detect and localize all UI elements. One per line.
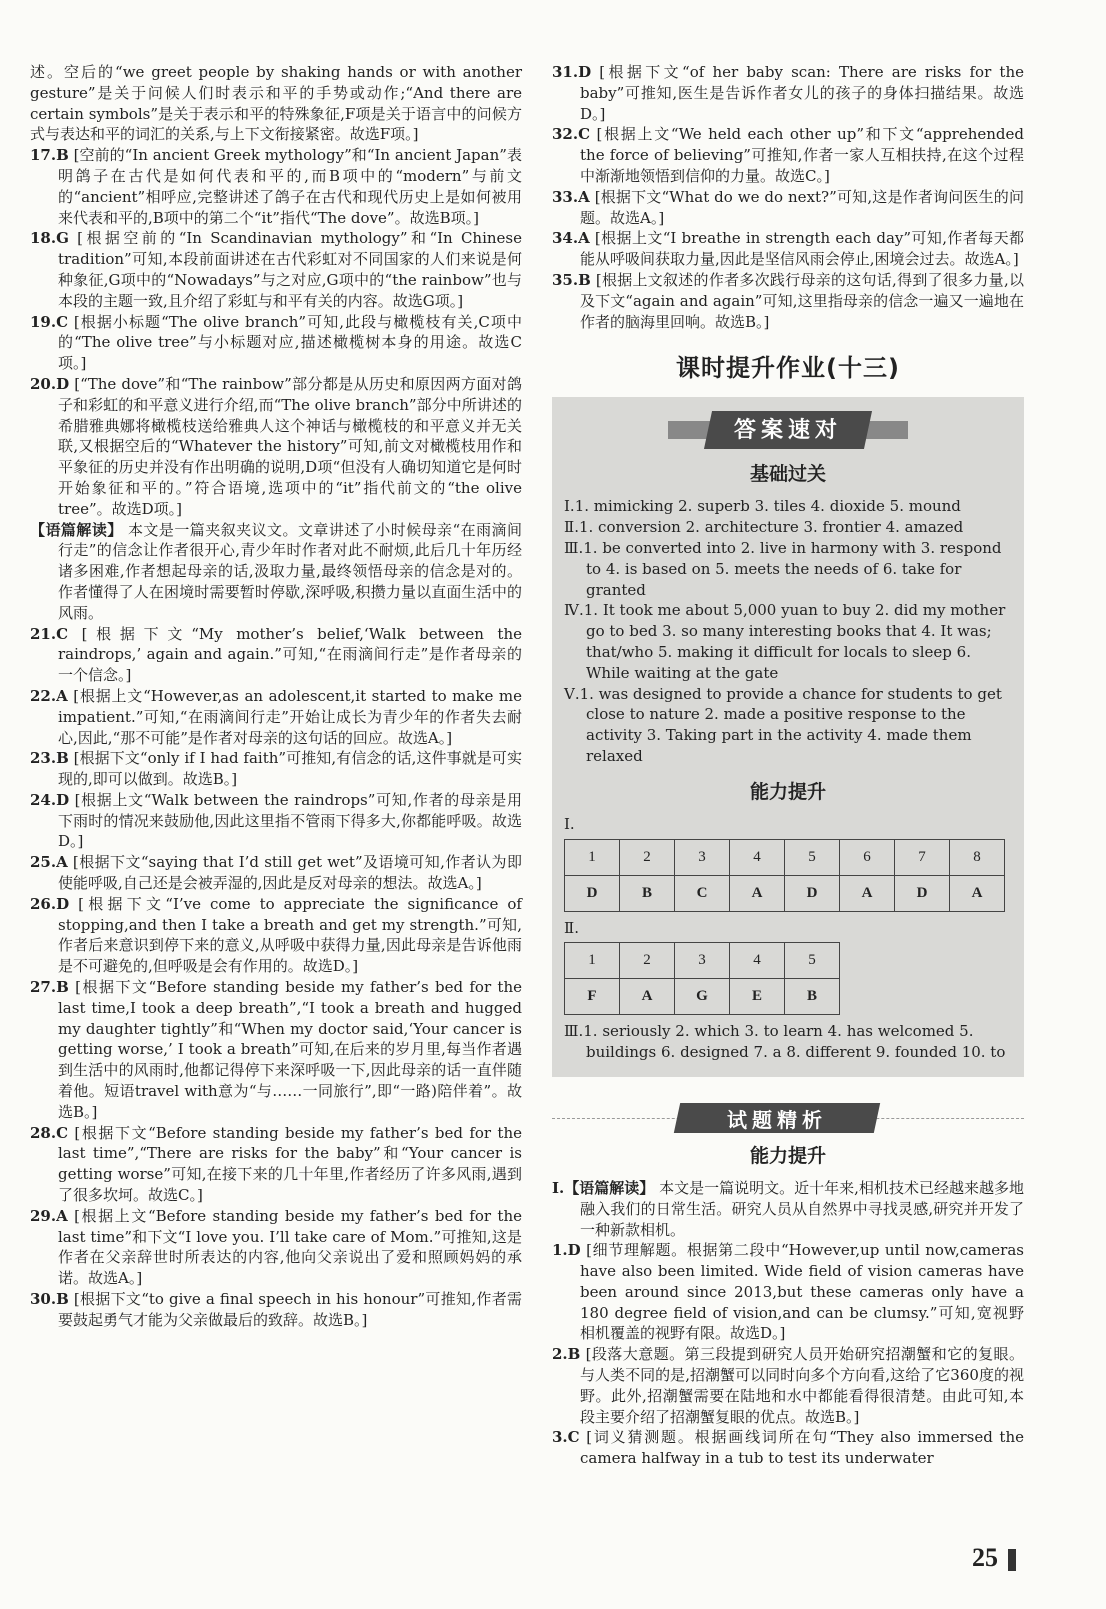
question-number: 2.B xyxy=(552,1345,581,1364)
answer-text: [根据上文“We held each other up”和下文“apprehended the force of believing”可推知,作者一家人互相扶持,在这个过程中渐渐地领悟到信仰的力量。故选C。] xyxy=(580,125,1024,185)
table-cell-answer: G xyxy=(675,979,730,1015)
answer-item xyxy=(30,1123,522,1206)
answer-text: 本文是一篇说明文。近十年来,相机技术已经越来越多地融入我们的日常生活。研究人员从自然界中寻找灵感,研究并开发了一种新款相机。 xyxy=(580,1178,1024,1239)
basic-answer-line: Ⅴ.1. was designed to provide a chance for students to get close to nature 2. made a positive response to the activity 3. Taking part in the activity 4. made them relaxed xyxy=(564,684,1002,765)
question-number: 25.A xyxy=(30,853,68,872)
answer-item xyxy=(30,977,522,1123)
section-title: 课时提升作业(十三) xyxy=(676,354,900,383)
question-number: 【语篇解读】 xyxy=(30,520,123,539)
table-cell-answer: D xyxy=(565,875,620,911)
answer-item xyxy=(552,62,1024,124)
answer-text: [根据上文“However,as an adolescent,it started to make me impatient.”可知,“在雨滴间行走”开始让成长为青少年的作者失去耐心,因此,“那不可能”是作者对母亲的这句话的回应。故选A。] xyxy=(58,686,522,747)
answer-text: 本文是一篇夹叙夹议文。文章讲述了小时候母亲“在雨滴间行走”的信念让作者很开心,青少年时作者对此不耐烦,此后几十年历经诸多困难,作者想起母亲的话,汲取力量,最终领悟母亲的信念是对的。作者懂得了人在困境时需要暂时停歇,深呼吸,积攒力量以直面生活中的风雨。 xyxy=(58,520,522,622)
basic-title: 基础过关 xyxy=(749,463,826,486)
table-cell-number: 8 xyxy=(950,839,1005,875)
table-cell-answer: A xyxy=(620,979,675,1015)
left-column xyxy=(30,62,522,1331)
basic-answer-line: Ⅲ.1. be converted into 2. live in harmony with 3. respond to 4. is based on 5. meets the needs of 6. take for granted xyxy=(564,538,1002,599)
table-cell-answer: A xyxy=(950,875,1005,911)
question-number: 27.B xyxy=(30,978,69,997)
answer-text: [根据上文“Before standing beside my father’s bed for the last time”和下文“I love you. I’ll take care of Mom.”可推知,这是作者在父亲辞世时所表达的内容,他向父亲说出了爱和照顾妈妈的承诺。故选A。] xyxy=(58,1206,522,1288)
table-cell-answer: D xyxy=(785,875,840,911)
basic-answer-line: Ⅳ.1. It took me about 5,000 yuan to buy 2. did my mother go to bed 3. so many interesting books that 4. It was; that/who 5. making it difficult for locals to sleep 6. While waiting at the gate xyxy=(564,601,1006,682)
table-cell-answer: A xyxy=(840,875,895,911)
table2-label: Ⅱ. xyxy=(564,918,579,937)
answer-item xyxy=(30,894,522,977)
answer-banner: 答案速对 xyxy=(668,409,908,451)
table-cell-number: 3 xyxy=(675,839,730,875)
page-number: 25 xyxy=(972,1543,998,1572)
table-cell-number: 5 xyxy=(785,943,840,979)
table-cell-number: 1 xyxy=(565,943,620,979)
right-column xyxy=(552,62,1024,1469)
table-cell-number: 6 xyxy=(840,839,895,875)
answer-item xyxy=(552,1178,1024,1240)
table-cell-answer: C xyxy=(675,875,730,911)
table-cell-number: 1 xyxy=(565,839,620,875)
answer-text: [根据下文“of her baby scan: There are risks for the baby”可推知,医生是告诉作者女儿的孩子的身体扫描结果。故选D。] xyxy=(580,63,1024,123)
table-cell-number: 2 xyxy=(620,943,675,979)
answer-item xyxy=(552,1240,1024,1344)
answer-item xyxy=(552,187,1024,229)
answer-item xyxy=(552,228,1024,270)
answer-text: [“The dove”和“The rainbow”部分都是从历史和原因两方面对鸽子和彩虹的和平意义进行介绍,而“The olive branch”部分中所讲述的希腊雅典娜将橄榄枝送给雅典人这个神话与橄榄枝的和平意义并无关联,又根据空后的“Whatever the history”可知,前文对橄榄枝用作和平象征的历史并没有作出明确的说明,D项“但没有人确切知道它是何时开始象征和平的。”符合语境,选项中的“it”指代前文的“the olive tree”。故选D项。] xyxy=(58,374,522,518)
answer-text: [根据下文“What do we do next?”可知,这是作者询问医生的问题。故选A。] xyxy=(580,187,1024,227)
answer-item xyxy=(552,270,1024,332)
question-number: 17.B xyxy=(30,146,69,165)
question-number: 29.A xyxy=(30,1206,68,1225)
answer-table-1 xyxy=(564,839,1005,912)
answer-text: [根据下文“I’ve come to appreciate the significance of stopping,and then I take a breath and get my strength.”可知,作者后来意识到停下来的意义,从呼吸中获得力量,因此母亲是告诉他雨是不可避免的,但呼吸是会有作用的。故选D。] xyxy=(58,894,522,976)
basic-answer-line: Ⅰ.1. mimicking 2. superb 3. tiles 4. dioxide 5. mound xyxy=(564,497,961,516)
ability-line-3: Ⅲ.1. seriously 2. which 3. to learn 4. has welcomed 5. buildings 6. designed 7. a 8. different 9. founded 10. to xyxy=(564,1022,1006,1062)
table1-label: Ⅰ. xyxy=(564,814,575,833)
table-cell-number: 2 xyxy=(620,839,675,875)
page-number-bar xyxy=(1008,1549,1016,1571)
answer-text: [空前的“In ancient Greek mythology”和“In ancient Japan”表明鸽子在古代是如何代表和平的,而B项中的“modern”与前文的“ancient”相呼应,完整讲述了鸽子在古代和现代历史上是如何被用来代表和平的,B项中的第二个“it”指代“The dove”。故选B项。] xyxy=(58,146,522,227)
table-cell-number: 7 xyxy=(895,839,950,875)
question-number: Ⅰ.【语篇解读】 xyxy=(552,1178,655,1197)
answer-item xyxy=(30,62,522,145)
ability-title: 能力提升 xyxy=(749,780,826,803)
question-number: 23.B xyxy=(30,749,69,768)
answer-text: [根据下文“Before standing beside my father’s bed for the last time”,“There are risks for the baby”和“Your cancer is getting worse”可知,在接下来的几十年里,作者经历了许多风雨,遇到了很多坎坷。故选C。] xyxy=(58,1123,522,1205)
question-number: 19.C xyxy=(30,312,69,331)
answer-item xyxy=(30,686,522,748)
table-cell-answer: B xyxy=(620,875,675,911)
answer-table-2 xyxy=(564,942,840,1015)
answer-item xyxy=(552,124,1024,186)
answer-item xyxy=(30,228,522,311)
basic-answer-line: Ⅱ.1. conversion 2. architecture 3. frontier 4. amazed xyxy=(564,518,964,537)
answer-list-31-35 xyxy=(552,62,1024,332)
analysis-ability-title: 能力提升 xyxy=(749,1144,826,1167)
answer-item xyxy=(30,145,522,228)
table-cell-answer: F xyxy=(565,979,620,1015)
answer-text: [根据下文“My mother’s belief,‘Walk between the raindrops,’ again and again.”可知,“在雨滴间行走”是作者母亲的一个信念。] xyxy=(58,624,522,685)
answer-text: [根据下文“Before standing beside my father’s bed for the last time,I took a deep breath”,“I took a breath and hugged my daughter tightly”和“When my doctor said,‘Your cancer is getting worse,’ I took a breath”可知,在后来的岁月里,每当作者遇到生活中的风雨时,他都记得停下来深呼吸一下,因此母亲的话一直伴随着他。短语travel with意为“与……一同旅行”,即“一路)陪伴着”。故选B。] xyxy=(58,978,522,1121)
answer-text: [根据上文叙述的作者多次践行母亲的这句话,得到了很多力量,以及下文“again and again”可知,这里指母亲的信念一遍又一遍地在作者的脑海里回响。故选B。] xyxy=(580,270,1024,331)
question-number: 33.A xyxy=(552,187,590,206)
question-number: 18.G xyxy=(30,229,69,248)
question-number: 28.C xyxy=(30,1123,69,1142)
answer-text: [根据空前的“In Scandinavian mythology”和“In Chinese tradition”可知,本段前面讲述在古代彩虹对不同国家的人们来说是何种象征,G项中的“Nowadays”与之对应,G项中的“the rainbow”也与本段的主题一致,且介绍了彩虹与和平有关的内容。故选G项。] xyxy=(58,229,522,310)
question-number: 35.B xyxy=(552,270,591,289)
answer-item xyxy=(30,790,522,852)
question-number: 20.D xyxy=(30,374,70,393)
question-number: 1.D xyxy=(552,1241,581,1260)
table-cell-number: 5 xyxy=(785,839,840,875)
answer-text: [根据下文“saying that I’d still get wet”及语境可知,作者认为即使能呼吸,自己还是会被弄湿的,因此是反对母亲的想法。故选A。] xyxy=(58,853,522,893)
answer-text: 述。空后的“we greet people by shaking hands or with another gesture”是关于问候人们时表示和平的手势或动作;“And there are certain symbols”是关于表示和平的特殊象征,F项是关于语言中的问候方式与表达和平的词汇的关系,与上下文衔接紧密。故选F项。] xyxy=(30,63,522,144)
answer-text: [根据上文“Walk between the raindrops”可知,作者的母亲是用下雨时的情况来鼓励他,因此这里指不管雨下得多大,你都能呼吸。故选D。] xyxy=(58,790,522,851)
question-number: 31.D xyxy=(552,63,592,81)
answer-item xyxy=(30,748,522,790)
question-number: 24.D xyxy=(30,790,70,809)
answer-item xyxy=(552,1427,1024,1469)
question-number: 22.A xyxy=(30,686,68,705)
answer-text: [细节理解题。根据第二段中“However,up until now,cameras have also been limited. Wide field of vision cameras have been around since 2013,but these cameras only have a 180 degree field of vision,and can be clumsy.”可知,宽视野相机覆盖的视野有限。故选D。] xyxy=(580,1241,1024,1343)
question-number: 21.C xyxy=(30,624,69,643)
answer-text: [词义猜测题。根据画线词所在句“They also immersed the camera halfway in a tub to test its underwater xyxy=(580,1428,1024,1468)
answer-item xyxy=(30,1206,522,1289)
table-cell-answer: D xyxy=(895,875,950,911)
question-number: 30.B xyxy=(30,1290,69,1309)
analysis-list xyxy=(552,1178,1024,1469)
answer-text: [段落大意题。第三段提到研究人员开始研究招潮蟹和它的复眼。与人类不同的是,招潮蟹可以同时向多个方向看,这给了它360度的视野。此外,招潮蟹需要在陆地和水中都能看得很清楚。由此可知,本段主要介绍了招潮蟹复眼的优点。故选B。] xyxy=(580,1345,1024,1426)
answer-text: [根据下文“to give a final speech in his honour”可推知,作者需要鼓起勇气才能为父亲做最后的致辞。故选B。] xyxy=(58,1290,522,1329)
answer-key-box xyxy=(552,397,1024,1077)
table-cell-answer: B xyxy=(785,979,840,1015)
answer-text: [根据上文“I breathe in strength each day”可知,作者每天都能从呼吸间获取力量,因此是坚信风雨会停止,困境会过去。故选A。] xyxy=(580,229,1024,269)
answer-item xyxy=(30,624,522,686)
answer-item xyxy=(552,1344,1024,1427)
answer-item xyxy=(30,852,522,894)
answer-text: [根据下文“only if I had faith”可推知,有信念的话,这件事就是可实现的,即可以做到。故选B。] xyxy=(58,749,522,789)
question-number: 26.D xyxy=(30,894,70,913)
table-cell-answer: A xyxy=(730,875,785,911)
analysis-banner: 试题精析 xyxy=(552,1101,1024,1135)
question-number: 32.C xyxy=(552,125,591,144)
table-cell-number: 4 xyxy=(730,943,785,979)
table-cell-number: 4 xyxy=(730,839,785,875)
basic-answers xyxy=(564,496,1012,766)
answer-text: [根据小标题“The olive branch”可知,此段与橄榄枝有关,C项中的“The olive tree”与小标题对应,描述橄榄树本身的用途。故选C项。] xyxy=(58,312,522,373)
table-cell-number: 3 xyxy=(675,943,730,979)
answer-item xyxy=(30,374,522,520)
answer-item xyxy=(30,520,522,624)
question-number: 34.A xyxy=(552,229,590,248)
table-cell-answer: E xyxy=(730,979,785,1015)
answer-item xyxy=(30,1289,522,1331)
question-number: 3.C xyxy=(552,1428,580,1447)
answer-item xyxy=(30,312,522,374)
